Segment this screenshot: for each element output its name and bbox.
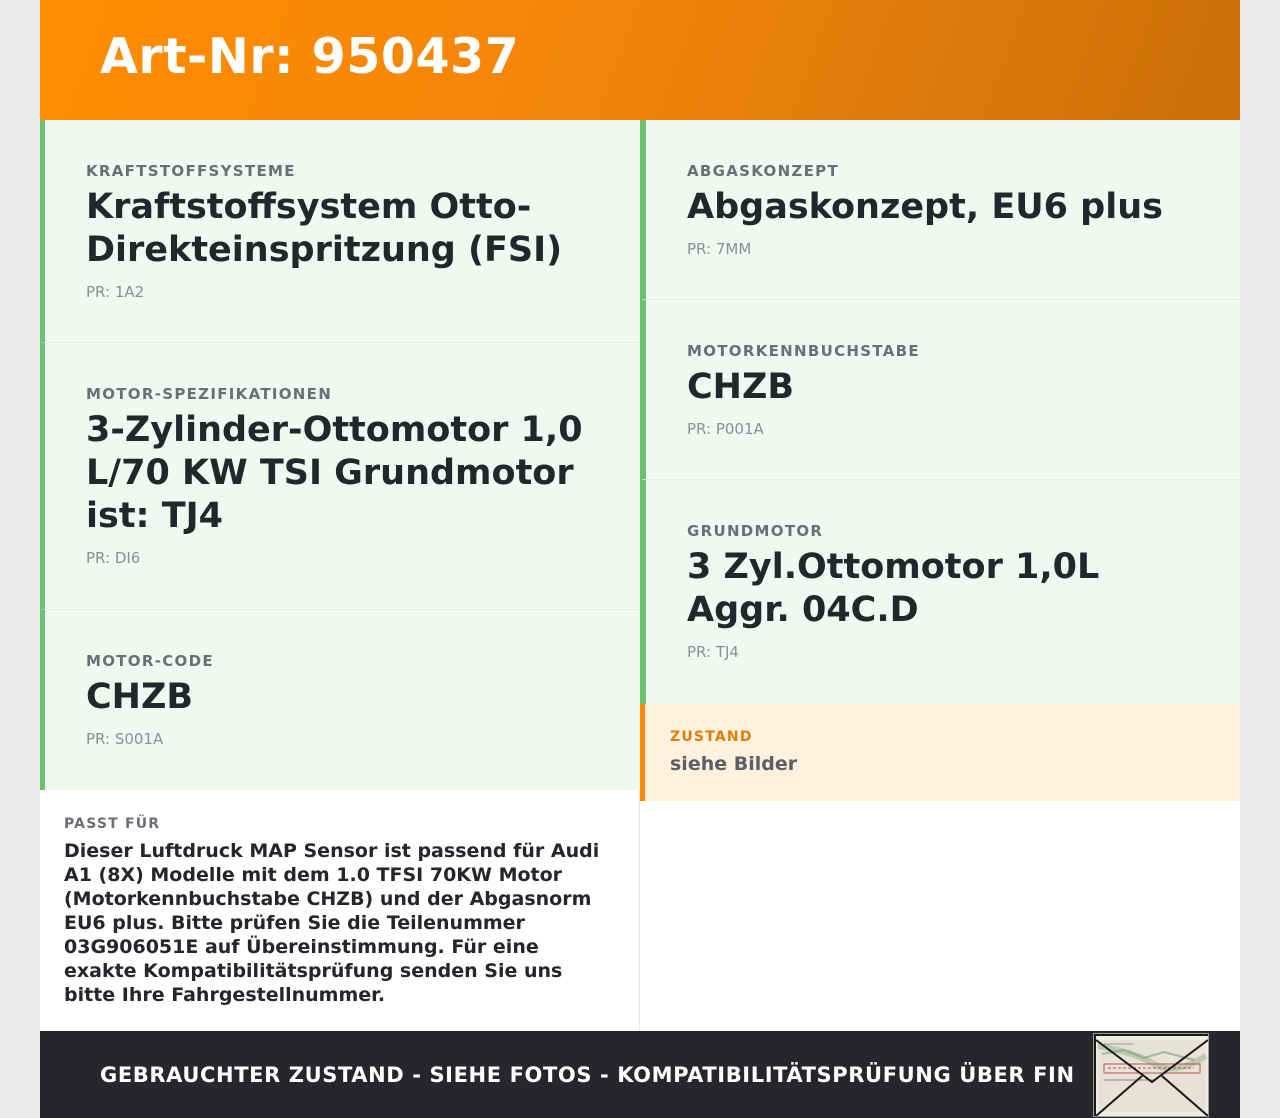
specs-left-column bbox=[40, 120, 640, 790]
spec-value: Kraftstoffsystem Otto-Direkteinspritzung (FSI) bbox=[86, 187, 563, 270]
footer-text: GEBRAUCHTER ZUSTAND - SIEHE FOTOS - KOMPATIBILITÄTSPRÜFUNG ÜBER FIN bbox=[100, 1063, 1075, 1087]
document-photo-thumbnail[interactable] bbox=[1093, 1033, 1209, 1117]
header-banner bbox=[40, 0, 1240, 120]
spec-label: MOTOR-CODE bbox=[86, 652, 214, 670]
compatibility-text: Dieser Luftdruck MAP Sensor ist passend für Audi A1 (8X) Modelle mit dem 1.0 TFSI 70KW Motor (Motorkennbuchstabe CHZB) und der Abgasnorm EU6 plus. Bitte prüfen Sie die Teilenummer 03G906051E auf Übereinstimmung. Für eine exakte Kompatibilitätsprüfung senden Sie uns bitte Ihre Fahrgestellnummer. bbox=[64, 840, 600, 1006]
spec-pr-code: PR: S001A bbox=[86, 730, 164, 748]
spec-value: Abgaskonzept, EU6 plus bbox=[687, 187, 1163, 227]
spec-pr-code: PR: TJ4 bbox=[687, 643, 739, 661]
spec-pr-code: PR: 1A2 bbox=[86, 283, 145, 301]
spec-card-motor-code bbox=[40, 610, 640, 790]
spec-value: CHZB bbox=[86, 677, 194, 717]
spec-card-abgaskonzept bbox=[640, 120, 1240, 300]
zustand-value: siehe Bilder bbox=[670, 753, 798, 775]
spec-label: MOTORKENNBUCHSTABE bbox=[687, 342, 920, 360]
specs-right-column bbox=[640, 120, 1240, 704]
spec-label: GRUNDMOTOR bbox=[687, 522, 824, 540]
registration-document-image bbox=[1094, 1034, 1209, 1117]
footer-bar bbox=[40, 1031, 1240, 1118]
compatibility-section bbox=[40, 790, 640, 1031]
spec-pr-code: PR: DI6 bbox=[86, 549, 141, 567]
page bbox=[40, 0, 1240, 1118]
compatibility-label: PASST FÜR bbox=[64, 816, 161, 832]
zustand-label: ZUSTAND bbox=[670, 729, 753, 745]
spec-card-motorkennbuchstabe bbox=[640, 300, 1240, 480]
spec-label: ABGASKONZEPT bbox=[687, 162, 839, 180]
spec-pr-code: PR: P001A bbox=[687, 420, 764, 438]
spec-card-grundmotor bbox=[640, 480, 1240, 704]
spec-value: 3-Zylinder-Ottomotor 1,0 L/70 KW TSI Grundmotor ist: TJ4 bbox=[86, 410, 583, 536]
spec-card-motor-spezifikationen bbox=[40, 343, 640, 610]
spec-pr-code: PR: 7MM bbox=[687, 240, 752, 258]
spec-label: KRAFTSTOFFSYSTEME bbox=[86, 162, 296, 180]
spec-value: CHZB bbox=[687, 367, 795, 407]
page-title: Art-Nr: 950437 bbox=[100, 28, 520, 85]
spec-label: MOTOR-SPEZIFIKATIONEN bbox=[86, 385, 333, 403]
zustand-box bbox=[640, 704, 1240, 801]
spec-card-kraftstoffsysteme bbox=[40, 120, 640, 343]
spec-value: 3 Zyl.Ottomotor 1,0L Aggr. 04C.D bbox=[687, 547, 1100, 630]
